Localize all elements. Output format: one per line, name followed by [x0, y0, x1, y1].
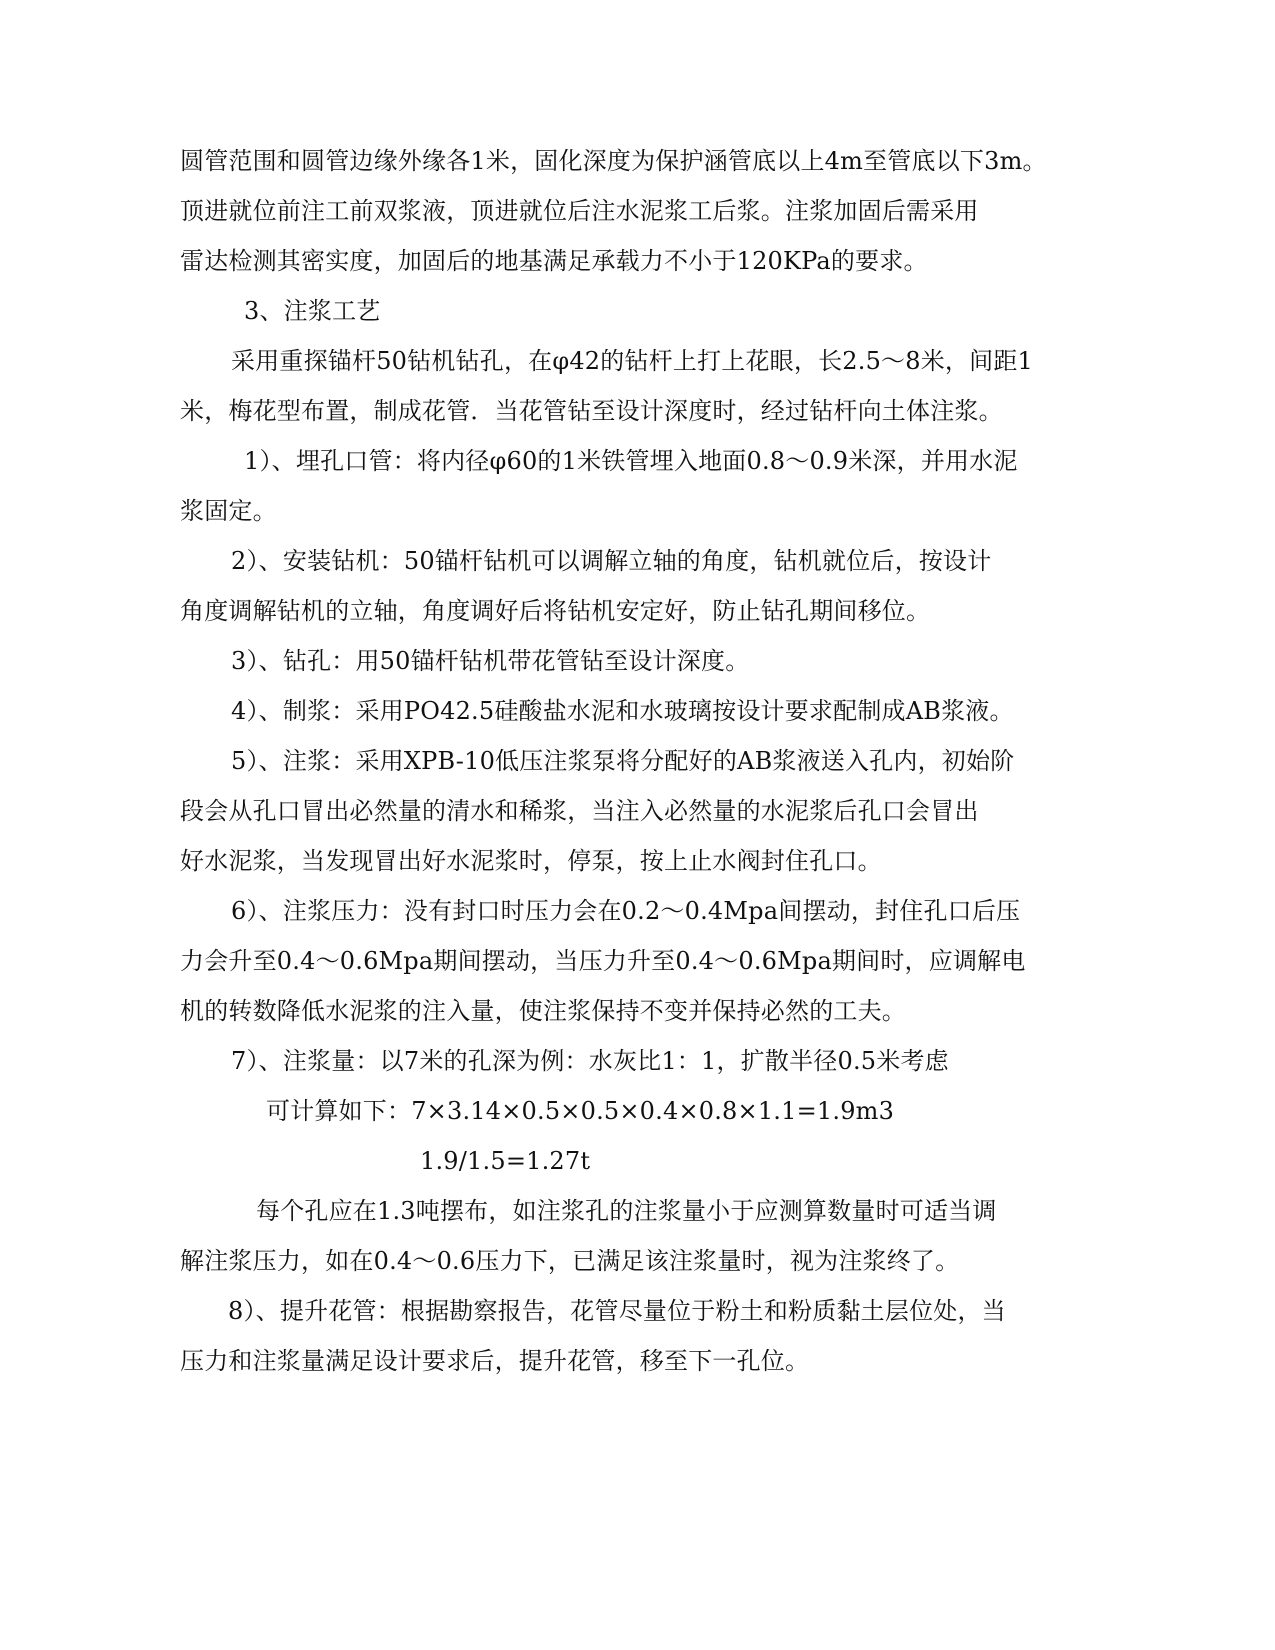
- text-line: 8）、提升花管：根据勘察报告，花管尽量位于粉土和粉质黏土层位处，当: [228, 1297, 1006, 1325]
- text-line: 顶进就位前注工前双浆液，顶进就位后注水泥浆工后浆。注浆加固后需采用: [180, 197, 979, 225]
- text-line: 7）、注浆量：以7米的孔深为例：水灰比1：1，扩散半径0.5米考虑: [231, 1047, 949, 1075]
- text-line: 3）、钻孔：用50锚杆钻机带花管钻至设计深度。: [231, 647, 750, 675]
- text-line: 好水泥浆，当发现冒出好水泥浆时，停泵，按上止水阀封住孔口。: [180, 847, 882, 875]
- text-line: 角度调解钻机的立轴，角度调好后将钻机安定好，防止钻孔期间移位。: [180, 597, 931, 625]
- text-line: 段会从孔口冒出必然量的清水和稀浆，当注入必然量的水泥浆后孔口会冒出: [180, 797, 979, 825]
- text-line: 6）、注浆压力：没有封口时压力会在0.2～0.4Mpa间摆动，封住孔口后压: [231, 897, 1021, 925]
- formula-line: 1.9/1.5=1.27t: [420, 1147, 591, 1175]
- text-line: 压力和注浆量满足设计要求后，提升花管，移至下一孔位。: [180, 1347, 810, 1375]
- text-line: 解注浆压力，如在0.4～0.6压力下，已满足该注浆量时，视为注浆终了。: [180, 1247, 960, 1275]
- text-line: 机的转数降低水泥浆的注入量，使注浆保持不变并保持必然的工夫。: [180, 997, 906, 1025]
- text-line: 力会升至0.4～0.6Mpa期间摆动，当压力升至0.4～0.6Mpa期间时，应调解电: [180, 947, 1026, 975]
- text-line: 圆管范围和圆管边缘外缘各1米，固化深度为保护涵管底以上4m至管底以下3m。: [180, 147, 1047, 175]
- section-heading: 3、注浆工艺: [244, 297, 381, 325]
- text-line: 每个孔应在1.3吨摆布，如注浆孔的注浆量小于应测算数量时可适当调: [256, 1197, 997, 1225]
- text-line: 1）、埋孔口管：将内径φ60的1米铁管埋入地面0.8～0.9米深，并用水泥: [244, 447, 1018, 475]
- text-line: 4）、制浆：采用PO42.5硅酸盐水泥和水玻璃按设计要求配制成AB浆液。: [231, 697, 1014, 725]
- text-line: 浆固定。: [180, 497, 277, 525]
- text-line: 雷达检测其密实度，加固后的地基满足承载力不小于120KPa的要求。: [180, 247, 928, 275]
- text-line: 5）、注浆：采用XPB-10低压注浆泵将分配好的AB浆液送入孔内，初始阶: [231, 747, 1015, 775]
- text-line: 采用重探锚杆50钻机钻孔，在φ42的钻杆上打上花眼，长2.5～8米，间距1: [231, 347, 1033, 375]
- text-line: 米，梅花型布置，制成花管．当花管钻至设计深度时，经过钻杆向土体注浆。: [180, 397, 1003, 425]
- formula-line: 可计算如下：7×3.14×0.5×0.5×0.4×0.8×1.1=1.9m3: [266, 1097, 895, 1125]
- text-line: 2）、安装钻机：50锚杆钻机可以调解立轴的角度，钻机就位后，按设计: [231, 547, 992, 575]
